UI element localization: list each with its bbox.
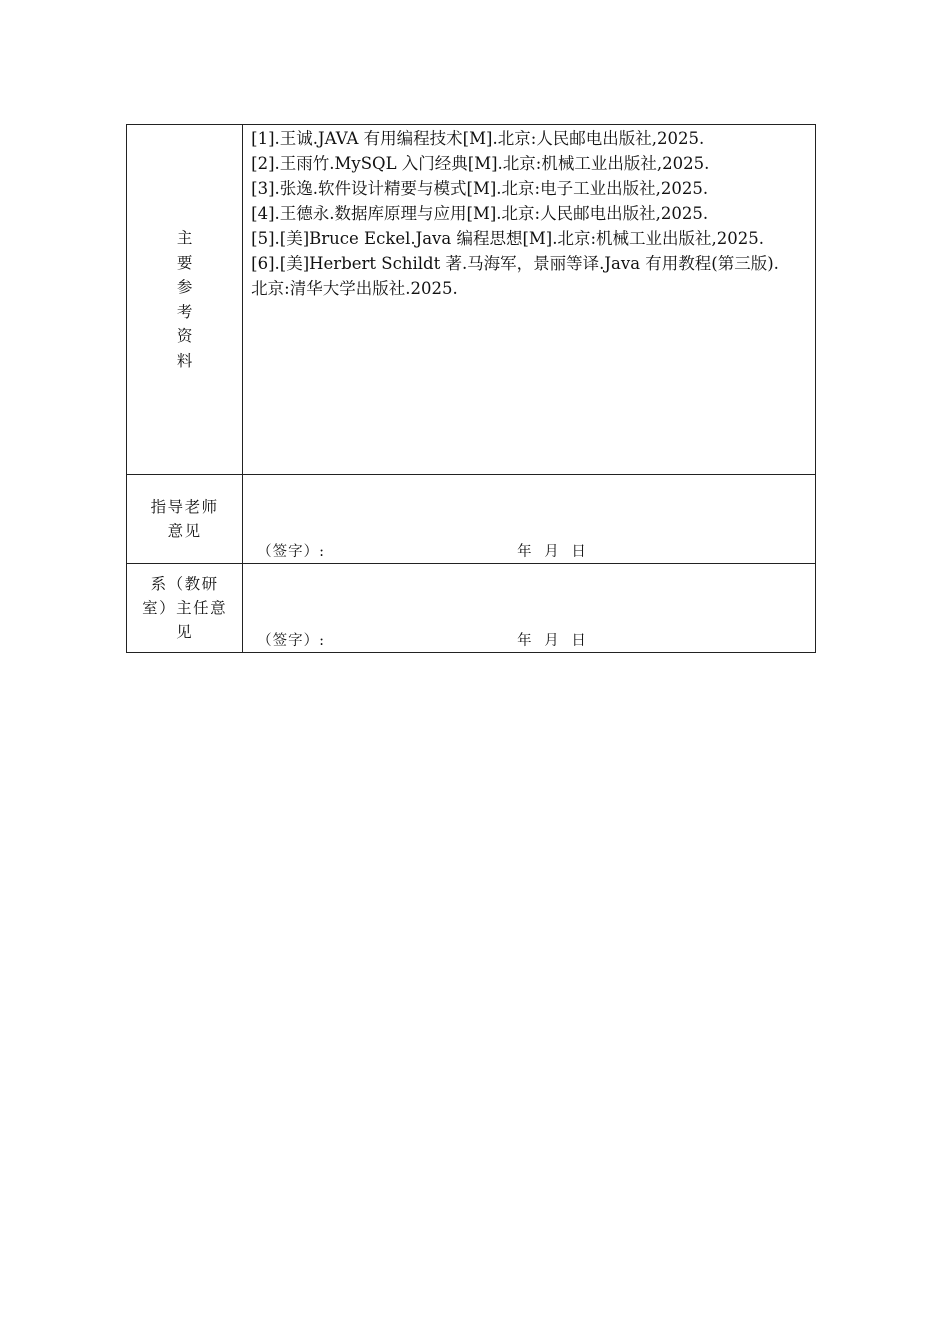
references-label: 主 要 参 考 资 料 bbox=[176, 229, 193, 370]
advisor-opinion-field[interactable] bbox=[243, 475, 816, 564]
reference-item: [3].张逸.软件设计精要与模式[M].北京:电子工业出版社,2025. bbox=[251, 179, 709, 198]
reference-item: [4].王德永.数据库原理与应用[M].北京:人民邮电出版社,2025. bbox=[251, 204, 709, 223]
department-opinion-field[interactable] bbox=[243, 564, 816, 653]
date-label: 年 月 日 bbox=[517, 633, 587, 649]
advisor-signature-line bbox=[257, 541, 797, 563]
reference-item: [2].王雨竹.MySQL 入门经典[M].北京:机械工业出版社,2025. bbox=[251, 154, 710, 173]
advisor-label-line: 指导老师 bbox=[150, 498, 219, 516]
references-row bbox=[127, 125, 816, 475]
department-label-cell bbox=[127, 564, 243, 653]
department-signature-line bbox=[257, 630, 797, 652]
signature-label: （签字）: bbox=[257, 544, 326, 560]
advisor-label-cell bbox=[127, 475, 243, 564]
reference-item: [1].王诚.JAVA 有用编程技术[M].北京:人民邮电出版社,2025. bbox=[251, 129, 705, 148]
date-label: 年 月 日 bbox=[517, 544, 587, 560]
department-opinion-row bbox=[127, 564, 816, 653]
reference-item-continuation: 北京:清华大学出版社.2025. bbox=[251, 279, 458, 298]
reference-item: [5].[美]Bruce Eckel.Java 编程思想[M].北京:机械工业出版社,2025. bbox=[251, 229, 765, 248]
signature-label: （签字）: bbox=[257, 633, 326, 649]
department-label-line: 见 bbox=[176, 623, 194, 641]
references-list bbox=[243, 125, 816, 475]
department-label-line: 室）主任意 bbox=[142, 599, 228, 617]
advisor-label-line: 意见 bbox=[167, 522, 202, 540]
advisor-opinion-row bbox=[127, 475, 816, 564]
department-label-line: 系（教研 bbox=[150, 575, 219, 593]
reference-item: [6].[美]Herbert Schildt 著.马海军，景丽等译.Java 有用教程(第三版). bbox=[251, 254, 779, 273]
references-label-cell bbox=[127, 125, 243, 475]
opinion-form-table bbox=[126, 124, 816, 653]
